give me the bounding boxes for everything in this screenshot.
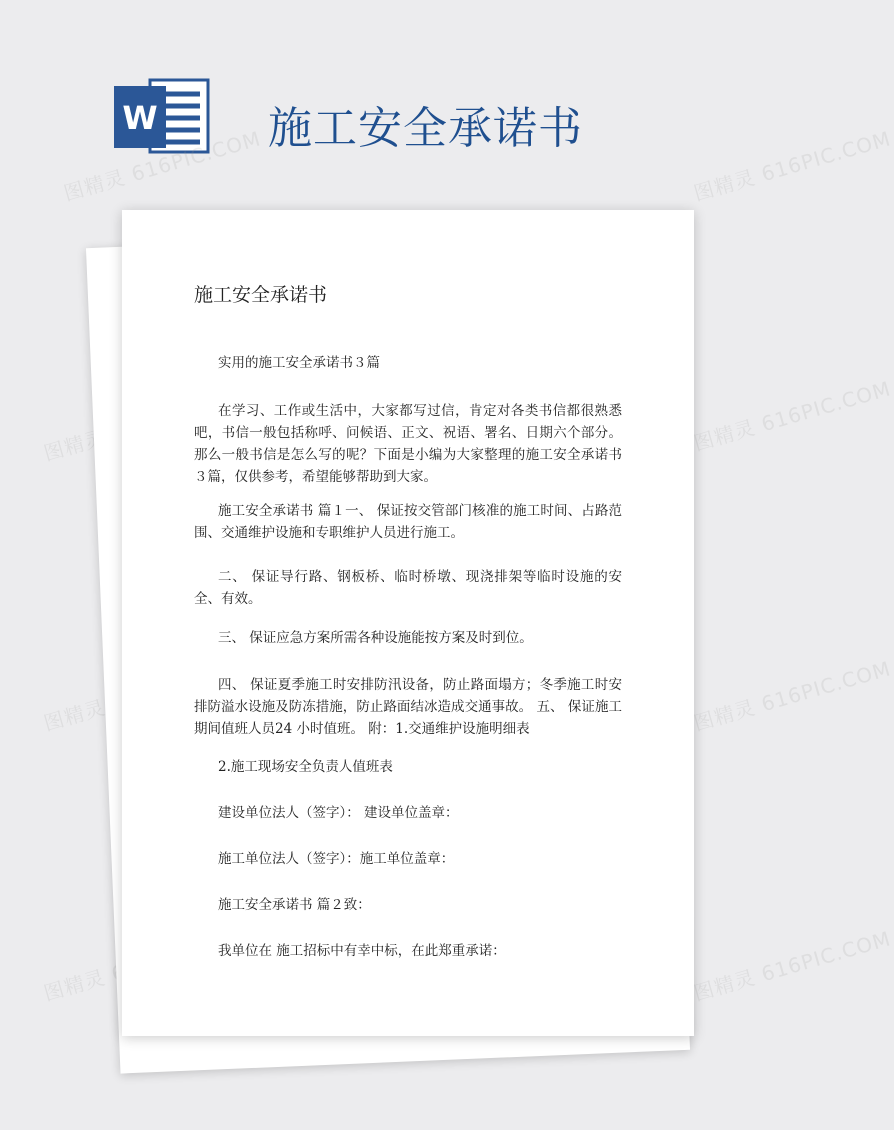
document-subtitle: 实用的施工安全承诺书３篇 [218,355,380,371]
watermark: 图精灵 616PIC.COM [691,656,894,736]
clause-3-paragraph: 三、 保证应急方案所需各种设施能按方案及时到位。 [218,630,533,646]
document-page [122,210,694,1036]
clause-4-paragraph: 四、 保证夏季施工时安排防汛设备，防止路面塌方；冬季施工时安排防溢水设施及防冻措施，防止路面结冰造成交通事故。 五、 保证施工期间值班人员24 小时值班。 附：1.交通维护设施明细表 [194,677,622,737]
watermark: 图精灵 616PIC.COM [691,926,894,1006]
watermark: 图精灵 616PIC.COM [61,126,264,206]
watermark: 图精灵 [41,695,109,736]
clause-2-paragraph: 二、 保证导行路、钢板桥、临时桥墩、现浇排架等临时设施的安全、有效。 [194,569,622,607]
header-banner [0,0,800,200]
watermark: 图精灵 616PIC.COM [691,376,894,456]
watermark: 图精灵 616PIC.COM [691,126,894,206]
page-title: 施工安全承诺书 [268,103,583,154]
attachment-line: 2.施工现场安全负责人值班表 [218,759,393,775]
section-2-heading: 施工安全承诺书 篇２致： [218,897,371,913]
clause-1-paragraph: 施工安全承诺书 篇１一、 保证按交管部门核准的施工时间、占路范围、交通维护设施和专职维护人员进行施工。 [194,503,622,541]
word-icon-letter: W [122,99,158,137]
construction-owner-signature-line: 建设单位法人（签字）： 建设单位盖章： [218,805,459,821]
watermark: 图精灵 [41,425,109,466]
watermark: 图精灵 [41,965,109,1006]
section-2-first-line: 我单位在 施工招标中有幸中标，在此郑重承诺： [218,943,506,959]
intro-paragraph: 在学习、工作或生活中，大家都写过信，肯定对各类书信都很熟悉吧，书信一般包括称呼、问候语、正文、祝语、署名、日期六个部分。那么一般书信是怎么写的呢？下面是小编为大家整理的施工安全承诺书３篇，仅供参考，希望能够帮助到大家。 [194,403,622,485]
contractor-signature-line: 施工单位法人（签字）：施工单位盖章： [218,851,455,867]
word-document-icon [112,76,212,156]
document-heading: 施工安全承诺书 [194,284,328,306]
